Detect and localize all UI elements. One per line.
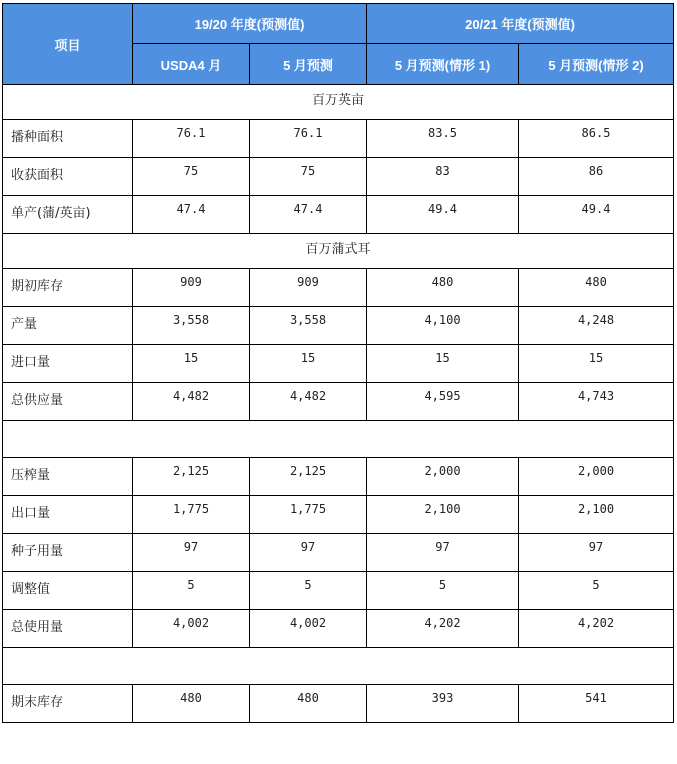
cell-value: 15: [250, 345, 367, 383]
header-may-scenario-1: 5 月预测(情形 1): [367, 44, 519, 85]
cell-value: 47.4: [250, 196, 367, 234]
header-usda-april: USDA4 月: [133, 44, 250, 85]
cell-value: 2,100: [367, 496, 519, 534]
table-row: [3, 458, 674, 496]
table-row: [3, 120, 674, 158]
row-label: 收获面积: [3, 158, 133, 196]
cell-value: 4,002: [250, 610, 367, 648]
cell-value: 4,482: [250, 383, 367, 421]
cell-value: 3,558: [133, 307, 250, 345]
header-group-1920: 19/20 年度(预测值): [133, 4, 367, 44]
cell-value: 4,100: [367, 307, 519, 345]
row-label: 种子用量: [3, 534, 133, 572]
header-group-2021: 20/21 年度(预测值): [367, 4, 674, 44]
cell-value: 97: [250, 534, 367, 572]
row-label: 调整值: [3, 572, 133, 610]
cell-value: 47.4: [133, 196, 250, 234]
cell-value: 1,775: [250, 496, 367, 534]
row-label: 进口量: [3, 345, 133, 383]
cell-value: 3,558: [250, 307, 367, 345]
cell-value: 83.5: [367, 120, 519, 158]
row-label: 出口量: [3, 496, 133, 534]
cell-value: 2,125: [250, 458, 367, 496]
cell-value: 97: [133, 534, 250, 572]
cell-value: 75: [133, 158, 250, 196]
table-row: [3, 345, 674, 383]
cell-value: 909: [133, 269, 250, 307]
cell-value: 5: [250, 572, 367, 610]
table-row: [3, 534, 674, 572]
row-label: 单产(蒲/英亩): [3, 196, 133, 234]
cell-value: 97: [519, 534, 674, 572]
row-label: 压榨量: [3, 458, 133, 496]
cell-value: 480: [133, 685, 250, 723]
row-label: 总供应量: [3, 383, 133, 421]
cell-value: 86.5: [519, 120, 674, 158]
cell-value: 49.4: [519, 196, 674, 234]
spacer-row: [3, 421, 674, 458]
header-item: 项目: [3, 4, 133, 85]
cell-value: 5: [367, 572, 519, 610]
table-row: [3, 685, 674, 723]
cell-value: 76.1: [133, 120, 250, 158]
cell-value: 4,248: [519, 307, 674, 345]
cell-value: 480: [519, 269, 674, 307]
cell-value: 75: [250, 158, 367, 196]
table-row: [3, 158, 674, 196]
cell-value: 4,002: [133, 610, 250, 648]
cell-value: 49.4: [367, 196, 519, 234]
row-label: 产量: [3, 307, 133, 345]
cell-value: 15: [367, 345, 519, 383]
table-row: [3, 307, 674, 345]
table-row: [3, 196, 674, 234]
table-row: [3, 496, 674, 534]
row-label: 总使用量: [3, 610, 133, 648]
cell-value: 86: [519, 158, 674, 196]
cell-value: 541: [519, 685, 674, 723]
soybean-balance-table: [2, 3, 674, 723]
row-label: 期初库存: [3, 269, 133, 307]
table-row: [3, 269, 674, 307]
cell-value: 4,595: [367, 383, 519, 421]
cell-value: 4,482: [133, 383, 250, 421]
cell-value: 393: [367, 685, 519, 723]
header-may-forecast: 5 月预测: [250, 44, 367, 85]
cell-value: 4,202: [519, 610, 674, 648]
header-may-scenario-2: 5 月预测(情形 2): [519, 44, 674, 85]
cell-value: 2,000: [367, 458, 519, 496]
cell-value: 15: [133, 345, 250, 383]
cell-value: 4,202: [367, 610, 519, 648]
cell-value: 909: [250, 269, 367, 307]
cell-value: 83: [367, 158, 519, 196]
cell-value: 97: [367, 534, 519, 572]
cell-value: 5: [133, 572, 250, 610]
cell-value: 15: [519, 345, 674, 383]
cell-value: 76.1: [250, 120, 367, 158]
cell-value: 480: [367, 269, 519, 307]
cell-value: 480: [250, 685, 367, 723]
cell-value: 2,100: [519, 496, 674, 534]
cell-value: 1,775: [133, 496, 250, 534]
unit-row-acres: 百万英亩: [3, 85, 674, 120]
table-row: [3, 383, 674, 421]
unit-row-bushels: 百万蒲式耳: [3, 234, 674, 269]
cell-value: 2,000: [519, 458, 674, 496]
row-label: 播种面积: [3, 120, 133, 158]
table-row: [3, 610, 674, 648]
cell-value: 5: [519, 572, 674, 610]
cell-value: 2,125: [133, 458, 250, 496]
row-label: 期末库存: [3, 685, 133, 723]
table-row: [3, 572, 674, 610]
cell-value: 4,743: [519, 383, 674, 421]
spacer-row: [3, 648, 674, 685]
